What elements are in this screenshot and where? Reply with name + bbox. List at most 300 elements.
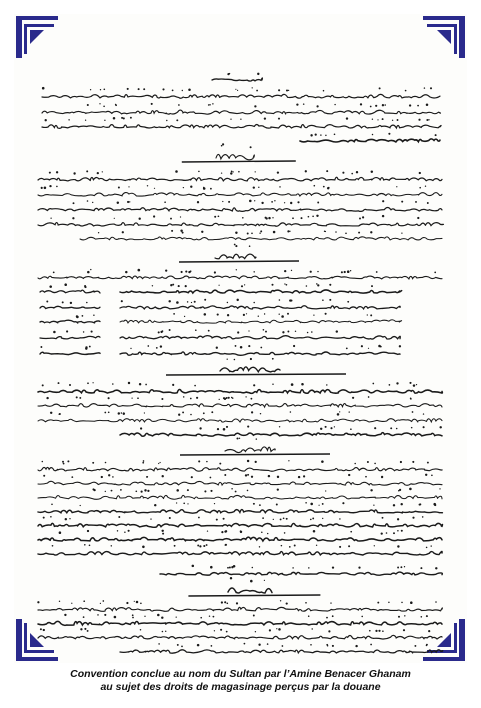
script-diacritic bbox=[208, 104, 209, 105]
script-diacritic bbox=[178, 104, 180, 106]
script-diacritic bbox=[137, 397, 139, 399]
script-diacritic bbox=[241, 285, 243, 287]
script-diacritic bbox=[160, 345, 162, 347]
script-diacritic bbox=[126, 602, 128, 604]
script-diacritic bbox=[113, 117, 116, 120]
script-diacritic bbox=[254, 200, 255, 201]
script-diacritic bbox=[203, 545, 205, 547]
script-diacritic bbox=[129, 201, 130, 202]
script-diacritic bbox=[310, 271, 312, 273]
script-diacritic bbox=[128, 382, 130, 384]
script-diacritic bbox=[370, 314, 372, 316]
script-diacritic bbox=[245, 396, 246, 397]
script-diacritic bbox=[217, 314, 219, 316]
script-diacritic bbox=[210, 490, 212, 492]
script-diacritic bbox=[389, 384, 391, 386]
script-line bbox=[38, 419, 442, 422]
script-diacritic bbox=[130, 117, 132, 119]
script-diacritic bbox=[122, 231, 124, 233]
script-diacritic bbox=[278, 628, 281, 631]
script-diacritic bbox=[132, 614, 134, 616]
script-diacritic bbox=[177, 644, 179, 646]
script-diacritic bbox=[320, 134, 321, 135]
script-diacritic bbox=[393, 532, 395, 534]
script-diacritic bbox=[183, 187, 184, 188]
script-diacritic bbox=[254, 105, 256, 107]
script-diacritic bbox=[414, 645, 416, 647]
section-heading-4 bbox=[225, 447, 275, 453]
script-diacritic bbox=[161, 530, 163, 532]
script-diacritic bbox=[180, 229, 182, 231]
script-diacritic bbox=[248, 330, 249, 331]
script-diacritic bbox=[247, 426, 249, 428]
script-line bbox=[80, 237, 442, 240]
script-diacritic bbox=[256, 90, 258, 92]
script-diacritic bbox=[80, 628, 82, 630]
script-diacritic bbox=[203, 187, 204, 188]
script-diacritic bbox=[195, 329, 197, 331]
script-diacritic bbox=[290, 300, 292, 302]
script-diacritic bbox=[260, 347, 262, 349]
script-diacritic bbox=[273, 519, 274, 520]
script-diacritic bbox=[223, 397, 225, 399]
script-diacritic bbox=[371, 171, 373, 173]
script-diacritic bbox=[423, 426, 425, 428]
script-diacritic bbox=[53, 331, 56, 334]
script-diacritic bbox=[355, 645, 357, 647]
script-diacritic bbox=[276, 628, 277, 629]
script-diacritic bbox=[334, 426, 335, 427]
script-diacritic bbox=[326, 644, 328, 646]
script-diacritic bbox=[431, 474, 433, 476]
script-diacritic bbox=[322, 503, 324, 505]
script-diacritic bbox=[348, 474, 350, 476]
script-diacritic bbox=[316, 105, 318, 107]
script-diacritic bbox=[298, 476, 300, 478]
table-row-numerals bbox=[40, 352, 100, 354]
script-diacritic bbox=[297, 201, 299, 203]
script-diacritic bbox=[42, 461, 44, 463]
script-diacritic bbox=[425, 474, 427, 476]
script-diacritic bbox=[346, 117, 348, 119]
table-row-text bbox=[120, 352, 400, 355]
script-diacritic bbox=[227, 359, 228, 360]
script-line bbox=[38, 193, 442, 197]
script-diacritic bbox=[388, 133, 390, 135]
script-diacritic bbox=[152, 285, 153, 286]
script-diacritic bbox=[150, 518, 151, 519]
script-diacritic bbox=[143, 460, 145, 462]
script-diacritic bbox=[377, 602, 379, 604]
script-diacritic bbox=[162, 631, 164, 633]
script-diacritic bbox=[100, 603, 101, 604]
script-diacritic bbox=[138, 88, 140, 90]
script-diacritic bbox=[59, 531, 62, 534]
script-diacritic bbox=[382, 200, 384, 202]
script-diacritic bbox=[316, 545, 317, 546]
script-diacritic bbox=[246, 313, 247, 314]
script-diacritic bbox=[330, 602, 331, 603]
script-diacritic bbox=[382, 104, 384, 106]
script-diacritic bbox=[250, 146, 252, 148]
script-diacritic bbox=[258, 644, 260, 646]
script-diacritic bbox=[227, 314, 229, 316]
script-diacritic bbox=[121, 412, 123, 414]
heading-underline bbox=[182, 161, 296, 162]
script-diacritic bbox=[112, 476, 114, 478]
caption-line-1: Convention conclue au nom du Sultan par l’Amine Benacer Ghanam bbox=[70, 668, 411, 680]
script-diacritic bbox=[381, 532, 383, 534]
script-diacritic bbox=[247, 474, 249, 476]
table-row-text bbox=[120, 320, 402, 323]
script-diacritic bbox=[160, 331, 162, 333]
script-diacritic bbox=[295, 331, 296, 332]
script-diacritic bbox=[286, 603, 288, 605]
script-diacritic bbox=[46, 397, 48, 399]
script-diacritic bbox=[232, 397, 234, 399]
script-diacritic bbox=[332, 615, 334, 617]
script-diacritic bbox=[56, 186, 58, 188]
script-diacritic bbox=[379, 87, 381, 89]
script-diacritic bbox=[51, 504, 53, 506]
script-diacritic bbox=[170, 218, 172, 220]
script-diacritic bbox=[390, 427, 392, 429]
script-diacritic bbox=[58, 382, 60, 384]
script-line bbox=[38, 467, 442, 471]
script-diacritic bbox=[247, 460, 249, 462]
script-diacritic bbox=[310, 644, 312, 646]
section-heading-5 bbox=[228, 588, 272, 593]
script-diacritic bbox=[211, 411, 213, 413]
table-row-text bbox=[120, 336, 400, 339]
script-diacritic bbox=[223, 428, 226, 431]
script-diacritic bbox=[134, 601, 135, 602]
script-diacritic bbox=[350, 428, 352, 430]
script-diacritic bbox=[250, 580, 253, 583]
script-diacritic bbox=[130, 348, 131, 349]
script-diacritic bbox=[265, 331, 267, 333]
script-diacritic bbox=[62, 301, 64, 303]
script-diacritic bbox=[339, 411, 340, 412]
script-diacritic bbox=[64, 283, 67, 286]
script-diacritic bbox=[256, 438, 257, 439]
script-diacritic bbox=[426, 119, 428, 121]
script-diacritic bbox=[259, 232, 260, 233]
script-diacritic bbox=[272, 384, 273, 385]
table-row-text bbox=[120, 306, 400, 309]
script-diacritic bbox=[219, 399, 220, 400]
script-diacritic bbox=[290, 202, 292, 204]
script-diacritic bbox=[426, 615, 428, 617]
script-diacritic bbox=[412, 461, 414, 463]
script-line bbox=[120, 650, 443, 653]
script-diacritic bbox=[223, 518, 225, 520]
script-diacritic bbox=[344, 271, 346, 273]
script-diacritic bbox=[325, 490, 326, 491]
script-diacritic bbox=[207, 530, 208, 531]
script-diacritic bbox=[216, 519, 218, 521]
script-diacritic bbox=[213, 616, 215, 618]
script-diacritic bbox=[284, 283, 285, 284]
script-diacritic bbox=[405, 90, 407, 92]
script-diacritic bbox=[73, 202, 75, 204]
script-diacritic bbox=[236, 299, 238, 301]
script-diacritic bbox=[272, 217, 273, 218]
script-diacritic bbox=[325, 135, 326, 136]
script-diacritic bbox=[310, 519, 312, 521]
script-diacritic bbox=[187, 503, 188, 504]
script-diacritic bbox=[190, 270, 192, 272]
script-diacritic bbox=[80, 505, 81, 506]
script-diacritic bbox=[90, 269, 91, 270]
script-diacritic bbox=[287, 230, 289, 232]
script-diacritic bbox=[422, 516, 424, 518]
script-diacritic bbox=[227, 302, 228, 303]
script-diacritic bbox=[191, 476, 193, 478]
script-diacritic bbox=[283, 517, 285, 519]
script-diacritic bbox=[332, 645, 334, 647]
script-diacritic bbox=[374, 463, 376, 465]
script-diacritic bbox=[334, 133, 336, 135]
script-diacritic bbox=[428, 630, 430, 632]
script-diacritic bbox=[279, 299, 281, 301]
script-diacritic bbox=[98, 232, 99, 233]
script-diacritic bbox=[70, 302, 72, 304]
script-diacritic bbox=[144, 616, 145, 617]
script-diacritic bbox=[435, 567, 437, 569]
script-diacritic bbox=[404, 566, 405, 567]
script-diacritic bbox=[102, 171, 103, 172]
script-diacritic bbox=[349, 411, 350, 412]
script-diacritic bbox=[209, 104, 211, 106]
script-diacritic bbox=[345, 232, 347, 234]
invocation-line bbox=[212, 78, 262, 81]
script-diacritic bbox=[121, 300, 123, 302]
script-diacritic bbox=[368, 348, 369, 349]
script-diacritic bbox=[92, 462, 94, 464]
script-diacritic bbox=[233, 565, 236, 568]
script-diacritic bbox=[244, 284, 245, 285]
script-diacritic bbox=[226, 631, 228, 633]
script-diacritic bbox=[427, 202, 429, 204]
script-diacritic bbox=[210, 188, 212, 190]
script-diacritic bbox=[191, 302, 192, 303]
script-diacritic bbox=[284, 270, 286, 272]
script-diacritic bbox=[87, 530, 89, 532]
script-diacritic bbox=[288, 460, 289, 461]
script-diacritic bbox=[252, 567, 254, 569]
script-diacritic bbox=[396, 382, 398, 384]
script-diacritic bbox=[370, 231, 372, 233]
script-diacritic bbox=[221, 531, 223, 533]
script-diacritic bbox=[255, 171, 256, 172]
script-diacritic bbox=[84, 544, 86, 546]
table-row-text bbox=[120, 290, 402, 293]
script-diacritic bbox=[308, 615, 310, 617]
script-diacritic bbox=[92, 382, 93, 383]
script-diacritic bbox=[92, 202, 93, 203]
script-diacritic bbox=[162, 88, 164, 90]
script-diacritic bbox=[247, 490, 249, 492]
script-diacritic bbox=[79, 397, 81, 399]
script-diacritic bbox=[272, 358, 274, 360]
script-line bbox=[38, 551, 442, 555]
table-row-numerals bbox=[40, 290, 100, 293]
script-diacritic bbox=[118, 516, 120, 518]
script-diacritic bbox=[100, 89, 101, 90]
script-diacritic bbox=[312, 215, 314, 217]
script-diacritic bbox=[428, 119, 429, 120]
script-diacritic bbox=[382, 118, 384, 120]
script-diacritic bbox=[330, 427, 332, 429]
script-diacritic bbox=[158, 463, 159, 464]
script-diacritic bbox=[194, 385, 196, 387]
script-diacritic bbox=[434, 272, 436, 274]
script-diacritic bbox=[401, 201, 403, 203]
script-diacritic bbox=[248, 345, 250, 347]
script-diacritic bbox=[250, 398, 252, 400]
script-diacritic bbox=[292, 217, 294, 219]
script-diacritic bbox=[214, 271, 216, 273]
script-diacritic bbox=[91, 331, 93, 333]
script-diacritic bbox=[312, 517, 314, 519]
script-diacritic bbox=[289, 546, 291, 548]
script-diacritic bbox=[263, 329, 265, 331]
script-diacritic bbox=[323, 186, 325, 188]
script-diacritic bbox=[178, 285, 180, 287]
script-diacritic bbox=[128, 186, 129, 187]
script-diacritic bbox=[243, 314, 245, 316]
script-line bbox=[42, 110, 440, 114]
script-diacritic bbox=[206, 544, 208, 546]
script-diacritic bbox=[308, 216, 310, 218]
script-diacritic bbox=[415, 201, 417, 203]
script-diacritic bbox=[339, 546, 341, 548]
script-line bbox=[300, 139, 440, 142]
script-diacritic bbox=[102, 600, 104, 602]
script-diacritic bbox=[315, 134, 317, 136]
script-diacritic bbox=[249, 200, 252, 203]
script-diacritic bbox=[44, 187, 47, 190]
script-diacritic bbox=[64, 614, 66, 616]
script-diacritic bbox=[185, 285, 187, 287]
script-diacritic bbox=[230, 577, 232, 579]
script-diacritic bbox=[86, 302, 88, 304]
script-diacritic bbox=[400, 503, 402, 505]
script-diacritic bbox=[127, 88, 129, 90]
script-diacritic bbox=[85, 346, 87, 348]
script-diacritic bbox=[279, 314, 280, 315]
script-diacritic bbox=[374, 427, 376, 429]
script-diacritic bbox=[412, 411, 414, 413]
script-diacritic bbox=[76, 396, 78, 398]
script-diacritic bbox=[87, 382, 89, 384]
script-diacritic bbox=[307, 332, 309, 334]
script-diacritic bbox=[351, 173, 353, 175]
script-line bbox=[38, 404, 442, 408]
script-diacritic bbox=[87, 630, 89, 632]
script-diacritic bbox=[147, 476, 148, 477]
script-diacritic bbox=[342, 172, 344, 174]
script-line bbox=[38, 635, 442, 639]
script-diacritic bbox=[226, 602, 228, 604]
script-diacritic bbox=[255, 461, 257, 463]
script-diacritic bbox=[267, 643, 269, 645]
script-diacritic bbox=[409, 382, 411, 384]
script-diacritic bbox=[173, 313, 175, 315]
script-diacritic bbox=[65, 518, 67, 520]
script-diacritic bbox=[311, 331, 313, 333]
script-line bbox=[38, 537, 442, 541]
script-diacritic bbox=[45, 119, 47, 121]
script-diacritic bbox=[420, 567, 422, 569]
script-diacritic bbox=[382, 517, 384, 519]
script-diacritic bbox=[281, 545, 283, 547]
script-diacritic bbox=[222, 201, 223, 202]
script-diacritic bbox=[260, 230, 262, 232]
script-diacritic bbox=[367, 314, 368, 315]
script-diacritic bbox=[210, 566, 213, 569]
script-diacritic bbox=[258, 187, 259, 188]
script-diacritic bbox=[334, 104, 335, 105]
script-diacritic bbox=[400, 461, 402, 463]
script-diacritic bbox=[308, 567, 310, 569]
script-diacritic bbox=[384, 104, 386, 106]
script-diacritic bbox=[231, 171, 233, 173]
script-diacritic bbox=[399, 345, 401, 347]
script-diacritic bbox=[419, 187, 421, 189]
script-diacritic bbox=[276, 503, 278, 505]
script-diacritic bbox=[335, 231, 337, 233]
script-diacritic bbox=[103, 105, 105, 107]
script-diacritic bbox=[396, 428, 398, 430]
script-diacritic bbox=[83, 331, 84, 332]
script-diacritic bbox=[151, 103, 153, 105]
script-diacritic bbox=[204, 299, 206, 301]
script-diacritic bbox=[68, 119, 69, 120]
script-diacritic bbox=[144, 489, 146, 491]
script-diacritic bbox=[318, 505, 319, 506]
figure-caption bbox=[0, 668, 481, 694]
script-diacritic bbox=[43, 475, 45, 477]
script-diacritic bbox=[50, 218, 51, 219]
script-diacritic bbox=[87, 271, 90, 274]
script-diacritic bbox=[305, 502, 307, 504]
script-diacritic bbox=[417, 217, 419, 219]
script-diacritic bbox=[135, 490, 137, 492]
script-diacritic bbox=[271, 284, 273, 286]
script-diacritic bbox=[197, 201, 199, 203]
script-diacritic bbox=[255, 631, 256, 632]
script-diacritic bbox=[370, 489, 372, 491]
script-diacritic bbox=[251, 232, 253, 234]
script-diacritic bbox=[217, 428, 219, 430]
script-diacritic bbox=[412, 517, 414, 519]
script-diacritic bbox=[176, 119, 178, 121]
script-diacritic bbox=[226, 426, 228, 428]
script-diacritic bbox=[214, 630, 215, 631]
script-diacritic bbox=[250, 358, 252, 360]
script-diacritic bbox=[123, 413, 125, 415]
script-diacritic bbox=[386, 532, 388, 534]
script-diacritic bbox=[182, 90, 183, 91]
script-diacritic bbox=[188, 89, 191, 92]
script-diacritic bbox=[301, 217, 303, 219]
script-diacritic bbox=[253, 186, 255, 188]
script-diacritic bbox=[281, 315, 284, 318]
script-diacritic bbox=[268, 475, 270, 477]
script-diacritic bbox=[175, 170, 178, 173]
